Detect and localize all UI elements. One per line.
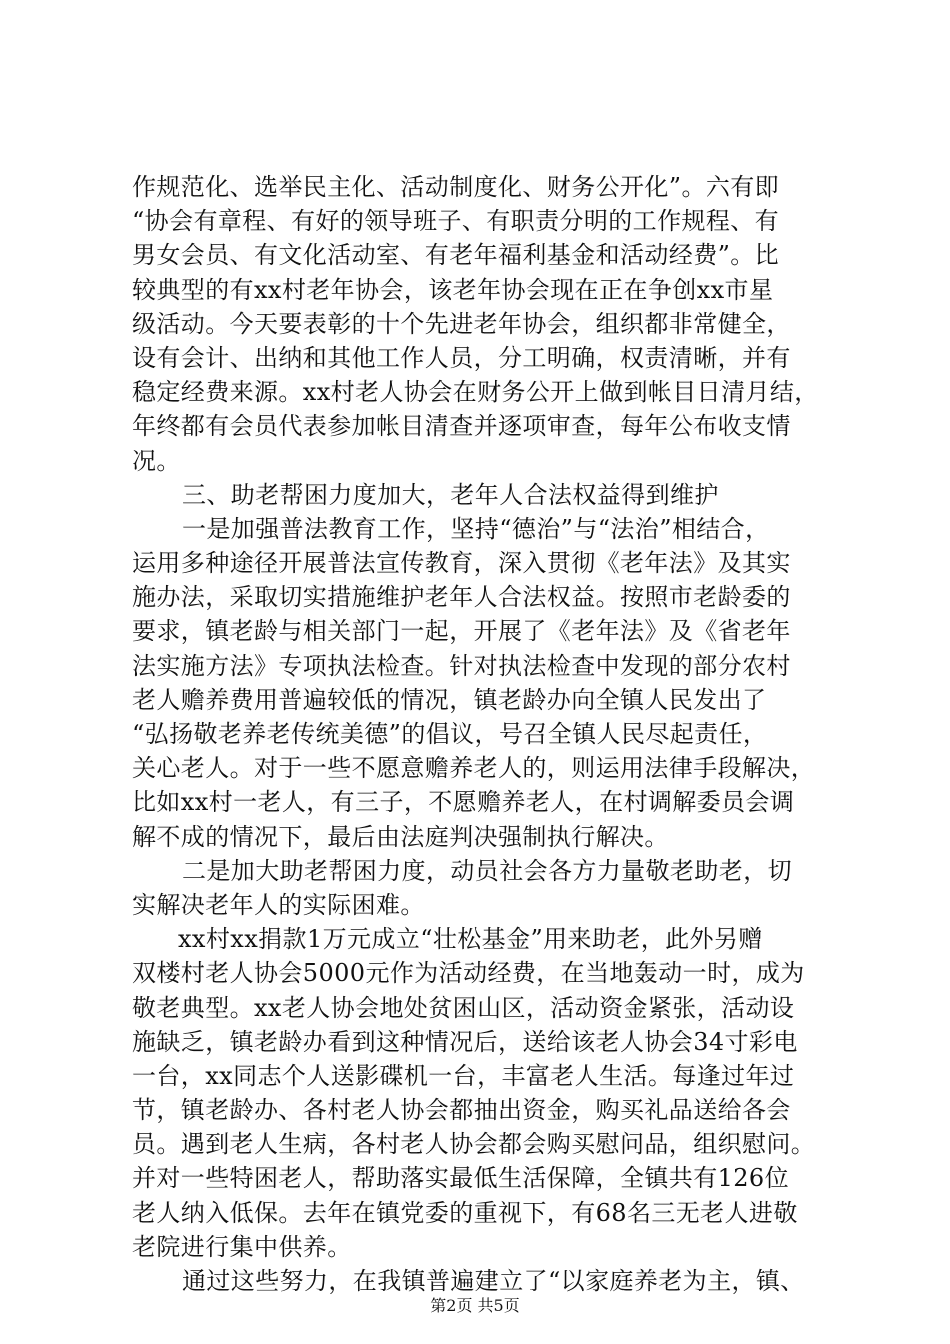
- text-line: xx村xx捐款1万元成立“壮松基金”用来助老，此外另赠: [178, 925, 763, 954]
- text-line: 施缺乏，镇老龄办看到这种情况后，送给该老人协会34寸彩电: [132, 1027, 798, 1056]
- text-line: 施办法，采取切实措施维护老年人合法权益。按照市老龄委的: [132, 583, 791, 612]
- text-line: “协会有章程、有好的领导班子、有职责分明的工作规程、有: [132, 207, 780, 236]
- text-line: 二是加大助老帮困力度，动员社会各方力量敬老助老，切: [182, 856, 792, 885]
- text-line: 年终都有会员代表参加帐目清查并逐项审查，每年公布收支情: [132, 412, 791, 441]
- text-line: 设有会计、出纳和其他工作人员，分工明确，权责清晰，并有: [132, 343, 791, 372]
- text-line: 一台，xx同志个人送影碟机一台，丰富老人生活。每逢过年过: [132, 1061, 795, 1090]
- text-line: 法实施方法》专项执法检查。针对执法检查中发现的部分农村: [132, 651, 791, 680]
- text-line: 员。遇到老人生病，各村老人协会都会购买慰问品，组织慰问。: [132, 1130, 816, 1159]
- text-line: 老院进行集中供养。: [132, 1232, 352, 1261]
- text-line: 稳定经费来源。xx村老人协会在财务公开上做到帐目日清月结，: [132, 378, 819, 407]
- document-body: [132, 170, 862, 1298]
- text-line: 敬老典型。xx老人协会地处贫困山区，活动资金紧张，活动设: [132, 993, 795, 1022]
- text-line: 节，镇老龄办、各村老人协会都抽出资金，购买礼品送给各会: [132, 1096, 791, 1125]
- text-line: 级活动。今天要表彰的十个先进老年协会，组织都非常健全，: [132, 309, 791, 338]
- text-line: 老人纳入低保。去年在镇党委的重视下，有68名三无老人进敬: [132, 1198, 798, 1227]
- text-line: 实解决老年人的实际困难。: [132, 890, 425, 919]
- text-line: 并对一些特困老人，帮助落实最低生活保障，全镇共有126位: [132, 1164, 790, 1193]
- text-line: 要求，镇老龄与相关部门一起，开展了《老年法》及《省老年: [132, 617, 791, 646]
- text-line: “弘扬敬老养老传统美德”的倡议，号召全镇人民尽起责任，: [132, 720, 768, 748]
- text-line: 双楼村老人协会5000元作为活动经费，在当地轰动一时，成为: [132, 959, 805, 988]
- text-line: 作规范化、选举民主化、活动制度化、财务公开化”。六有即: [132, 173, 780, 201]
- text-line: 解不成的情况下，最后由法庭判决强制执行解决。: [132, 822, 669, 851]
- page-number-footer: 第2页 共5页: [430, 1296, 520, 1315]
- text-line: 况。: [132, 446, 181, 475]
- text-line: 运用多种途径开展普法宣传教育，深入贯彻《老年法》及其实: [132, 549, 791, 578]
- text-line: 一是加强普法教育工作，坚持“德治”与“法治”相结合，: [182, 514, 770, 543]
- text-line: 男女会员、有文化活动室、有老年福利基金和活动经费”。比: [132, 241, 780, 270]
- text-line: 通过这些努力，在我镇普遍建立了“以家庭养老为主，镇、: [182, 1267, 805, 1295]
- section-heading: 三、助老帮困力度加大，老年人合法权益得到维护: [182, 480, 719, 509]
- text-line: 老人赡养费用普遍较低的情况，镇老龄办向全镇人民发出了: [132, 685, 767, 714]
- text-line: 较典型的有xx村老年协会，该老年协会现在正在争创xx市星: [132, 275, 774, 304]
- text-line: 比如xx村一老人，有三子，不愿赡养老人，在村调解委员会调: [132, 788, 795, 817]
- text-line: 关心老人。对于一些不愿意赡养老人的，则运用法律手段解决，: [132, 754, 816, 783]
